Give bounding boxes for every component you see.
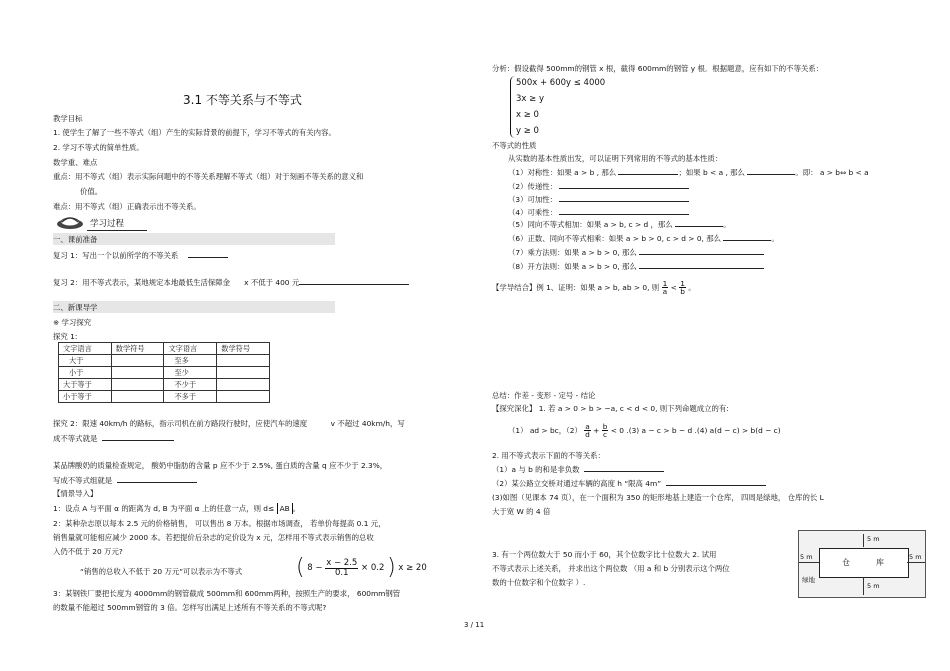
page-title: 3.1 不等关系与不等式 (183, 93, 302, 107)
symbol-table (58, 342, 270, 403)
table-cell (111, 379, 164, 391)
table-cell: 不少于 (164, 379, 217, 391)
page-number: 3 / 11 (464, 621, 485, 629)
table-row (59, 355, 270, 367)
explore-2: 探究 2：限速 40km/h 的路标，指示司机在前方路段行驶时，应使汽车的速度 v 不超过 40km/h，写 (53, 419, 405, 428)
extension-1: 【探究深化】 1. 若 a > 0 > b > −a, c < d < 0, 则下列命题成立的有: (492, 404, 729, 413)
section-2-heading: 二、新课导学 (53, 303, 98, 312)
table-cell: 大于 (59, 355, 112, 367)
situation-2-end: 入仍不低于 20 万元? (53, 547, 123, 556)
property-2: （2）传递性： (508, 182, 689, 190)
property-7: （7）乘方法则：如果 a > b > 0, 那么 (508, 248, 764, 256)
table-row (59, 367, 270, 379)
properties-intro: 从实数的基本性质出发，可以证明下列常用的不等式的基本性质： (508, 154, 723, 163)
question-2-3: (3)如图（见课本 74 页），在一个面积为 350 的矩形地基上建造一个仓库， 四周是绿地， 仓库的长 L (492, 493, 824, 502)
situation-3: 3：某钢铁厂要把长度为 4000mm的钢管截成 500mm和 600mm两种，按照生产的要求， 600mm钢管 (53, 589, 401, 598)
section-1-heading: 一、课前准备 (53, 235, 98, 244)
explore-1: 探究 1: (53, 332, 78, 341)
review-2: 复习 2：用不等式表示，某地规定本地最低生活保障金 x 不低于 400 元 (53, 278, 409, 286)
question-3-end: 数的十位数字和个位数字 ）. (492, 578, 586, 587)
warehouse-box: 仓 库 (819, 548, 909, 578)
figure-right-label: 5 m (909, 553, 922, 561)
question-2-1: （1）a 与 b 的和是非负数 (492, 465, 664, 473)
situation-heading: 【情景导入】 (53, 489, 98, 498)
process-heading: 学习过程 (90, 219, 125, 229)
ineq-1: 500x + 600y ≤ 4000 (516, 78, 606, 88)
table-header: 文字语言 (164, 343, 217, 355)
difficulty: 难点：用不等式（组）正确表示出不等关系。 (53, 202, 201, 211)
situation-3-cont: 的数量不能超过 500mm钢管的 3 倍。怎样写出满足上述所有不等关系的不等式呢? (53, 603, 327, 612)
goal-2: 2. 学习不等式的简单性质。 (53, 143, 144, 152)
property-3: （3）可加性： (508, 195, 689, 203)
property-1: （1）对称性：如果 a > b , 那么 ；如果 b < a , 那么 。即： a > b⇔ b < a (508, 168, 869, 177)
question-3-cont: 不等式表示上述关系， 并求出这个两位数 （用 a 和 b 分别表示这个两位 (492, 564, 730, 573)
explore-2-cont: 成不等式就是 (53, 434, 174, 442)
table-cell (217, 391, 270, 403)
extension-options: （1） ad > bc，（2） $\frac{a}{d}$ + $\frac{b}{c}$ < 0 .(3) a − c > b − d .(4) a(d − c) > b(d − c) (508, 422, 781, 440)
table-cell: 小于等于 (59, 391, 112, 403)
table-cell (217, 367, 270, 379)
table-header-row (59, 343, 270, 355)
question-2-2: （2）某公路立交桥对通过车辆的高度 h “限高 4m” (492, 479, 766, 487)
formula-fraction: $\frac{x - 2.5}{0.1}$ (326, 558, 358, 578)
figure-green-label: 绿地 (802, 576, 815, 584)
property-6: （6）正数、同向不等式相乘：如果 a > b > 0, c > d > 0, 那么 。 (508, 234, 779, 243)
situation-2-cont: 销售量就可能相应减少 2000 本。若把提价后杂志的定价设为 x 元，怎样用不等式表示销售的总收 (53, 533, 374, 542)
analysis: 分析：假设截得 500mm的钢管 x 根，截得 600mm的钢管 y 根．根据题意，应有如下的不等关系： (492, 64, 824, 73)
review-1: 复习 1：写出一个以前所学的不等关系 (53, 251, 228, 259)
revenue-formula: ( 8 − $\frac{x - 2.5}{0.1}$ × 0.2 ) x ≥ 20 (296, 555, 427, 580)
process-underline (87, 230, 147, 231)
situation-2-quote: “销售的总收入不低于 20 万元”可以表示为不等式 (80, 567, 243, 576)
table-header: 文字语言 (59, 343, 112, 355)
table-row (59, 379, 270, 391)
table-cell: 小于 (59, 367, 112, 379)
situation-1: 1：设点 A 与平面 α 的距离为 d, B 为平面 α 上的任意一点，则 d≤ AB 。 (53, 504, 301, 513)
goals-heading: 教学目标 (53, 114, 83, 123)
property-4: （4）可乘性： (508, 208, 689, 216)
table-cell: 不多于 (164, 391, 217, 403)
right-paren: ) (387, 555, 396, 580)
fraction-1-over-a: $\frac{1}{a}$ (662, 279, 668, 297)
question-2-3-cont: 大于宽 W 的 4 倍 (492, 507, 551, 516)
book-emblem-icon (56, 213, 86, 231)
ineq-2: 3x ≥ y (516, 94, 544, 104)
table-cell: 大于等于 (59, 379, 112, 391)
milk-problem-cont: 写成不等式组就是 (53, 476, 197, 484)
table-header: 数学符号 (111, 343, 164, 355)
fraction-1-over-b: $\frac{1}{b}$ (680, 279, 685, 297)
situation-2: 2：某种杂志原以每本 2.5 元的价格销售， 可以售出 8 万本。根据市场调查， 若单价每提高 0.1 元， (53, 519, 386, 528)
fraction-b-over-c: $\frac{b}{c}$ (602, 422, 608, 440)
property-8: （8）开方法则：如果 a > b > 0, 那么 (508, 262, 764, 270)
fraction-a-over-d: $\frac{a}{d}$ (585, 422, 590, 440)
table-cell (217, 379, 270, 391)
figure-top-label: 5 m (867, 535, 880, 543)
table-cell (111, 391, 164, 403)
left-paren: ( (296, 555, 305, 580)
property-5: （5）同向不等式相加：如果 a > b, c > d ，那么 。 (508, 220, 731, 229)
table-row (59, 391, 270, 403)
table-cell: 至少 (164, 367, 217, 379)
example-1: 【学导结合】例 1、证明：如果 a > b, ab > 0, 则 $\frac{1}{a}$ < $\frac{1}{b}$ 。 (492, 279, 696, 297)
question-2: 2. 用不等式表示下面的不等关系： (492, 451, 605, 460)
key-heading: 数学重、难点 (53, 158, 98, 167)
figure-bottom-label: 5 m (867, 582, 880, 590)
table-cell (111, 355, 164, 367)
milk-problem: 某品牌酸奶的质量检查规定， 酸奶中脂肪的含量 p 应不少于 2.5%, 蛋白质的含量 q 应不少于 2.3%， (53, 461, 388, 470)
warehouse-figure (798, 530, 926, 598)
question-3: 3. 有一个两位数大于 50 而小于 60，其个位数字比十位数大 2. 试用 (492, 550, 717, 559)
table-cell: 至多 (164, 355, 217, 367)
summary: 总结：作差 - 变形 - 定号 - 结论 (492, 391, 596, 400)
key-point-cont: 价值。 (80, 187, 103, 196)
table-cell (217, 355, 270, 367)
table-header: 数学符号 (217, 343, 270, 355)
properties-heading: 不等式的性质 (492, 141, 537, 150)
table-cell (111, 367, 164, 379)
ineq-4: y ≥ 0 (516, 126, 539, 136)
figure-left-label: 5 m (800, 553, 813, 561)
explore-label: ※ 学习探究 (53, 318, 92, 327)
ineq-3: x ≥ 0 (516, 110, 539, 120)
goal-1: 1. 使学生了解了一些不等式（组）产生的实际背景的前提下，学习不等式的有关内容。 (53, 128, 336, 137)
key-point: 重点：用不等式（组）表示实际问题中的不等关系理解不等式（组）对于刻画不等关系的意义和 (53, 172, 364, 181)
